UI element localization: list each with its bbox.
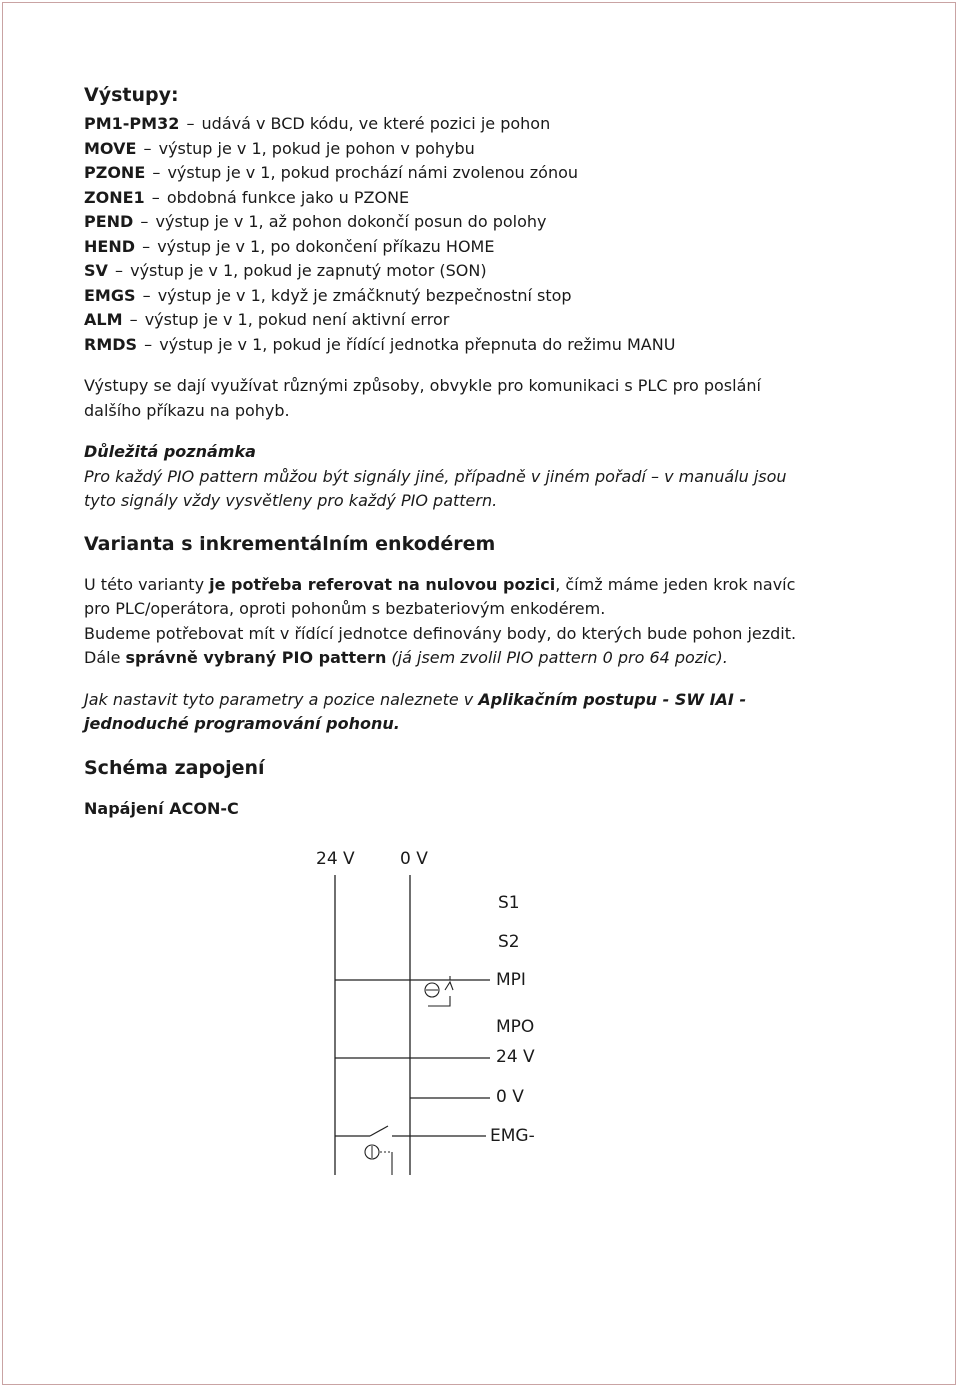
output-term: EMGS bbox=[84, 285, 136, 305]
wiring-diagram-svg bbox=[300, 840, 560, 1185]
rail-label-24v: 24 V bbox=[316, 849, 355, 869]
output-term: MOVE bbox=[84, 138, 137, 158]
terminal-0v: 0 V bbox=[496, 1087, 524, 1107]
terminal-mpo: MPO bbox=[496, 1017, 535, 1037]
output-item: ZONE1 – obdobná funkce jako u PZONE bbox=[84, 187, 410, 207]
terminal-24v: 24 V bbox=[496, 1047, 535, 1067]
output-item: PM1-PM32 – udává v BCD kódu, ve které pozici je pohon bbox=[84, 114, 551, 133]
mpi-switch-icon bbox=[335, 976, 490, 1006]
schema-heading: Schéma zapojení bbox=[84, 756, 265, 779]
output-item: HEND – výstup je v 1, po dokončení příkazu HOME bbox=[84, 236, 495, 256]
note-text: Pro každý PIO pattern můžou být signály jiné, případně v jiném pořadí – v manuálu jsou tyto signály vždy vysvětleny pro každý PIO pattern. bbox=[84, 466, 787, 510]
output-desc: výstup je v 1, pokud prochází námi zvolenou zónou bbox=[167, 163, 579, 182]
output-term: PZONE bbox=[84, 163, 146, 182]
usage-paragraph: Výstupy se dají využívat různými způsoby, obvykle pro komunikaci s PLC pro poslání dalšího příkazu na pohyb. bbox=[84, 376, 761, 420]
terminal-emg: EMG- bbox=[490, 1126, 535, 1146]
output-desc: obdobná funkce jako u PZONE bbox=[166, 187, 410, 207]
output-item: ALM – výstup je v 1, pokud není aktivní error bbox=[84, 310, 450, 329]
output-desc: výstup je v 1, po dokončení příkazu HOME bbox=[157, 236, 495, 256]
output-desc: výstup je v 1, pokud není aktivní error bbox=[144, 310, 450, 329]
output-item: EMGS – výstup je v 1, když je zmáčknutý bezpečnostní stop bbox=[84, 285, 572, 305]
outputs-heading: Výstupy: bbox=[84, 84, 179, 106]
wiring-diagram bbox=[300, 840, 560, 1185]
output-desc: výstup je v 1, když je zmáčknutý bezpečnostní stop bbox=[157, 285, 572, 305]
output-desc: udává v BCD kódu, ve které pozici je pohon bbox=[201, 114, 551, 133]
output-desc: výstup je v 1, pokud je řídící jednotka přepnuta do režimu MANU bbox=[159, 334, 676, 354]
output-desc: výstup je v 1, až pohon dokončí posun do polohy bbox=[155, 212, 547, 231]
terminal-s2: S2 bbox=[498, 932, 520, 952]
document-body bbox=[84, 84, 884, 821]
rail-label-0v: 0 V bbox=[400, 849, 428, 869]
output-desc: výstup je v 1, pokud je zapnutý motor (SON) bbox=[130, 261, 487, 280]
variant-paragraph: U této varianty je potřeba referovat na nulovou pozici, čímž máme jeden krok navíc pro PLC/operátora, oproti pohonům s bezbateriovým enkodérem. Budeme potřebovat mít v řídící jednotce definovány body, do kterých bude pohon jezdit. Dále správně vybraný PIO pattern (já jsem zvolil PIO pattern 0 pro 64 pozic). bbox=[84, 574, 797, 667]
output-item: PEND – výstup je v 1, až pohon dokončí posun do polohy bbox=[84, 212, 547, 231]
terminal-s1: S1 bbox=[498, 893, 520, 913]
output-term: ZONE1 bbox=[84, 187, 145, 207]
output-term: SV bbox=[84, 261, 108, 280]
output-item: PZONE – výstup je v 1, pokud prochází námi zvolenou zónou bbox=[84, 163, 579, 182]
variant-heading: Varianta s inkrementálním enkodérem bbox=[84, 532, 496, 555]
output-item: MOVE – výstup je v 1, pokud je pohon v pohybu bbox=[84, 138, 475, 158]
output-item: RMDS – výstup je v 1, pokud je řídící jednotka přepnuta do režimu MANU bbox=[84, 334, 676, 354]
note-title: Důležitá poznámka bbox=[84, 442, 256, 461]
terminal-mpi: MPI bbox=[496, 970, 526, 990]
reference-paragraph: Jak nastavit tyto parametry a pozice naleznete v Aplikačním postupu - SW IAI - jednoduché programování pohonu. bbox=[84, 689, 747, 733]
output-term: RMDS bbox=[84, 334, 138, 354]
output-item: SV – výstup je v 1, pokud je zapnutý motor (SON) bbox=[84, 261, 487, 280]
outputs-list bbox=[84, 112, 884, 357]
output-term: ALM bbox=[84, 310, 123, 329]
output-desc: výstup je v 1, pokud je pohon v pohybu bbox=[158, 138, 475, 158]
output-term: HEND bbox=[84, 236, 135, 256]
output-term: PM1-PM32 bbox=[84, 114, 180, 133]
output-term: PEND bbox=[84, 212, 134, 231]
schema-subheading: Napájení ACON-C bbox=[84, 798, 239, 818]
